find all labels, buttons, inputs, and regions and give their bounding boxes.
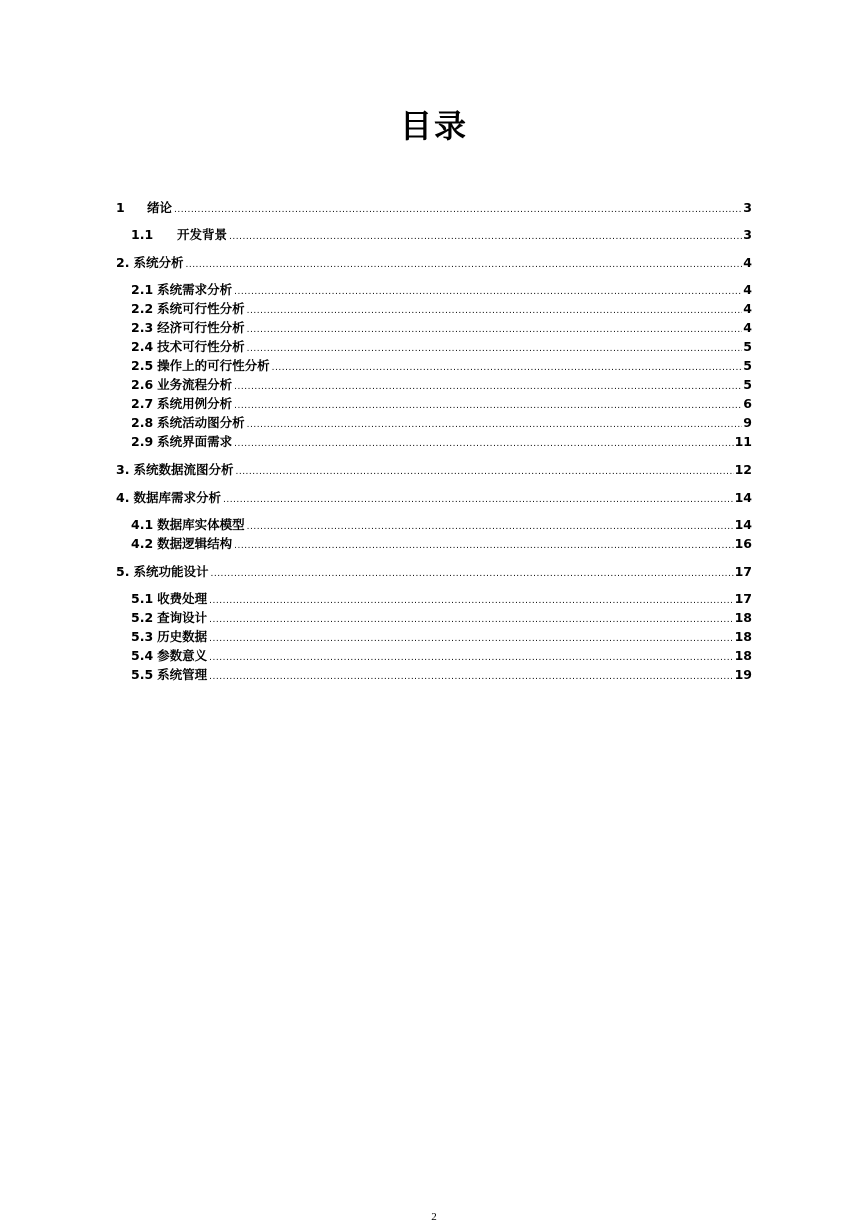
- toc-entry-page: 5: [743, 377, 752, 392]
- toc-entry[interactable]: [116, 608, 752, 627]
- toc-leader-dots: [210, 565, 733, 581]
- toc-leader-dots: [247, 416, 743, 432]
- toc-leader-dots: [247, 302, 743, 318]
- toc-leader-dots: [234, 378, 742, 394]
- toc-entry-title: 查询设计: [157, 610, 208, 625]
- toc-entry-title: 收费处理: [157, 591, 208, 606]
- toc-entry-page: 18: [734, 629, 752, 644]
- toc-entry-page: 18: [734, 610, 752, 625]
- page-title: 目录: [399, 107, 468, 145]
- toc-entry-number: 5.: [116, 564, 130, 579]
- toc-entry-title: 数据逻辑结构: [157, 536, 233, 551]
- toc-leader-dots: [235, 463, 733, 479]
- toc-entry-title: 系统需求分析: [157, 282, 233, 297]
- toc-entry-title: 开发背景: [177, 227, 228, 242]
- toc-entry-number: 5.3: [131, 629, 154, 644]
- toc-leader-dots: [174, 201, 742, 217]
- toc-entry-number: 5.5: [131, 667, 154, 682]
- toc-entry-title: 数据库实体模型: [157, 517, 245, 532]
- toc-entry-page: 14: [734, 517, 752, 532]
- toc-entry-number: 5.2: [131, 610, 154, 625]
- toc-entry-number: 1: [116, 200, 125, 215]
- toc-leader-dots: [229, 228, 742, 244]
- toc-entry[interactable]: [116, 460, 752, 479]
- toc-entry[interactable]: [116, 318, 752, 337]
- toc-leader-dots: [223, 491, 734, 507]
- toc-entry-page: 19: [734, 667, 752, 682]
- toc-entry-number: 4.2: [131, 536, 154, 551]
- toc-entry[interactable]: [116, 337, 752, 356]
- toc-entry[interactable]: [116, 432, 752, 451]
- toc-entry-title: 绪论: [147, 200, 173, 215]
- toc-leader-dots: [209, 630, 733, 646]
- toc-entry[interactable]: [116, 253, 752, 272]
- toc-entry-title: 技术可行性分析: [157, 339, 245, 354]
- toc-entry-number: 5.1: [131, 591, 154, 606]
- toc-entry-number: 4.1: [131, 517, 154, 532]
- toc-entry-title: 经济可行性分析: [157, 320, 245, 335]
- toc-entry-number: 4.: [116, 490, 130, 505]
- toc-entry-number: 2.2: [131, 301, 154, 316]
- toc-entry[interactable]: [116, 562, 752, 581]
- toc-entry-number: 3.: [116, 462, 130, 477]
- toc-leader-dots: [209, 668, 733, 684]
- toc-entry-title: 系统活动图分析: [157, 415, 245, 430]
- toc-entry-number: 2.5: [131, 358, 154, 373]
- toc-leader-dots: [234, 435, 733, 451]
- toc-entry-page: 14: [734, 490, 752, 505]
- toc-leader-dots: [209, 592, 733, 608]
- toc-entry-title: 系统功能设计: [133, 564, 209, 579]
- toc-entry[interactable]: [116, 488, 752, 507]
- toc-entry-title: 系统可行性分析: [157, 301, 245, 316]
- toc-entry[interactable]: [116, 589, 752, 608]
- toc-entry-title: 系统数据流图分析: [133, 462, 234, 477]
- toc-entry-title: 系统管理: [157, 667, 208, 682]
- toc-entry[interactable]: [116, 225, 752, 244]
- toc-entry-page: 4: [743, 282, 752, 297]
- toc-entry-number: 2.8: [131, 415, 154, 430]
- toc-entry-number: 2.3: [131, 320, 154, 335]
- toc-entry[interactable]: [116, 198, 752, 217]
- toc-leader-dots: [247, 518, 734, 534]
- toc-entry-title: 业务流程分析: [157, 377, 233, 392]
- toc-entry-title: 操作上的可行性分析: [157, 358, 270, 373]
- toc-leader-dots: [234, 537, 733, 553]
- toc-entry-number: 2.6: [131, 377, 154, 392]
- toc-entry-number: 2.: [116, 255, 130, 270]
- toc-entry-page: 9: [743, 415, 752, 430]
- toc-entry[interactable]: [116, 534, 752, 553]
- toc-entry[interactable]: [116, 280, 752, 299]
- toc-leader-dots: [209, 611, 733, 627]
- toc-entry-number: 1.1: [131, 227, 154, 242]
- toc-entry-page: 17: [734, 564, 752, 579]
- toc-entry-number: 2.4: [131, 339, 154, 354]
- toc-entry-page: 4: [743, 301, 752, 316]
- toc-entry-page: 5: [743, 358, 752, 373]
- toc-entry-number: 2.9: [131, 434, 154, 449]
- toc-leader-dots: [247, 340, 743, 356]
- toc-leader-dots: [234, 397, 742, 413]
- toc-leader-dots: [234, 283, 742, 299]
- toc-entry-page: 11: [734, 434, 752, 449]
- toc-entry-page: 4: [743, 320, 752, 335]
- toc-entry-title: 系统界面需求: [157, 434, 233, 449]
- toc-entry-title: 数据库需求分析: [133, 490, 221, 505]
- toc-entry[interactable]: [116, 375, 752, 394]
- toc-entry[interactable]: [116, 515, 752, 534]
- toc-leader-dots: [209, 649, 733, 665]
- toc-entry-page: 12: [734, 462, 752, 477]
- toc-entry-page: 17: [734, 591, 752, 606]
- toc-entry-number: 2.1: [131, 282, 154, 297]
- toc-entry[interactable]: [116, 413, 752, 432]
- toc-entry-title: 系统用例分析: [157, 396, 233, 411]
- toc-entry[interactable]: [116, 356, 752, 375]
- toc-entry[interactable]: [116, 646, 752, 665]
- table-of-contents: [116, 196, 752, 684]
- toc-entry-title: 历史数据: [157, 629, 208, 644]
- toc-entry-title: 系统分析: [133, 255, 184, 270]
- toc-entry-title: 参数意义: [157, 648, 208, 663]
- toc-entry-number: 2.7: [131, 396, 154, 411]
- toc-entry-page: 16: [734, 536, 752, 551]
- toc-entry-page: 5: [743, 339, 752, 354]
- toc-leader-dots: [185, 256, 742, 272]
- toc-entry-page: 3: [743, 200, 752, 215]
- toc-entry[interactable]: [116, 394, 752, 413]
- toc-entry[interactable]: [116, 299, 752, 318]
- toc-leader-dots: [247, 321, 743, 337]
- page-number: 2: [431, 1211, 437, 1223]
- toc-entry-number: 5.4: [131, 648, 154, 663]
- toc-entry-page: 3: [743, 227, 752, 242]
- toc-entry-page: 4: [743, 255, 752, 270]
- toc-entry-page: 6: [743, 396, 752, 411]
- toc-entry-page: 18: [734, 648, 752, 663]
- toc-entry[interactable]: [116, 665, 752, 684]
- toc-entry[interactable]: [116, 627, 752, 646]
- toc-leader-dots: [272, 359, 743, 375]
